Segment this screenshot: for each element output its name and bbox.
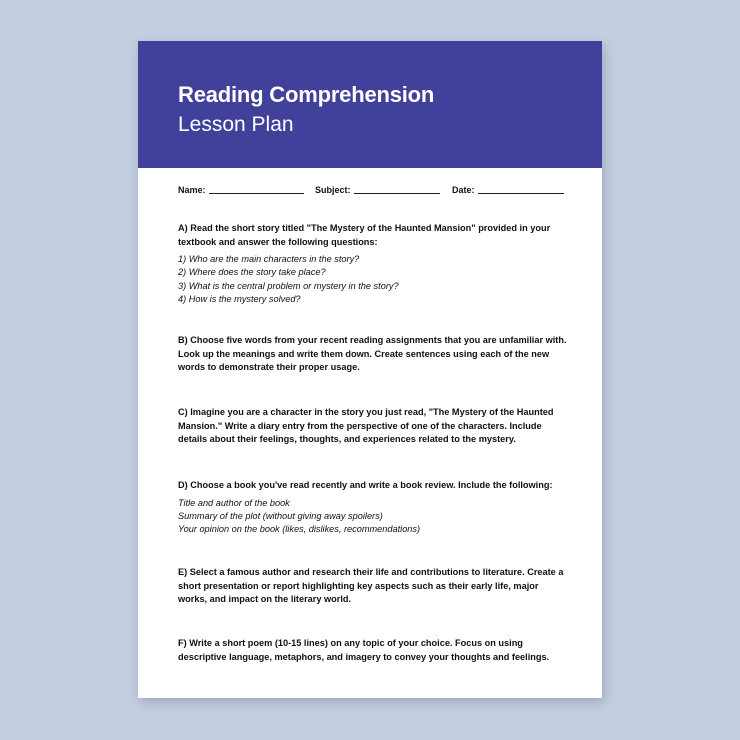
header-banner	[138, 41, 602, 168]
section-e	[178, 566, 568, 607]
section-f-question: F) Write a short poem (10-15 lines) on any topic of your choice. Focus on using descriptive language, metaphors, and imagery to convey your thoughts and feelings.	[178, 638, 550, 662]
list-item: 1) Who are the main characters in the story?	[178, 254, 360, 265]
section-e-question: E) Select a famous author and research their life and contributions to literature. Create a short presentation or report highlighting key aspects such as their early life, major works, and impact on the literary world.	[178, 567, 564, 605]
list-item: 2) Where does the story take place?	[178, 267, 326, 278]
page-title: Reading Comprehension	[178, 82, 435, 107]
section-d-question: D) Choose a book you've read recently and write a book review. Include the following:	[178, 480, 553, 490]
section-a-question: A) Read the short story titled "The Mystery of the Haunted Mansion" provided in your textbook and answer the following questions:	[178, 223, 551, 247]
name-label: Name:	[178, 185, 206, 195]
section-c-question: C) Imagine you are a character in the story you just read, "The Mystery of the Haunted Mansion." Write a diary entry from the perspective of one of the characters. Include details about their feelings, thoughts, and experiences related to the mystery.	[178, 407, 554, 445]
date-field[interactable]	[452, 184, 564, 195]
name-field[interactable]	[178, 184, 304, 195]
section-b	[178, 334, 568, 375]
subject-line[interactable]	[354, 184, 440, 194]
section-b-question: B) Choose five words from your recent reading assignments that you are unfamiliar with. Look up the meanings and write them down. Create sentences using each of the new words to demonstrate their proper usage.	[178, 335, 567, 373]
name-line[interactable]	[209, 184, 304, 194]
section-c	[178, 406, 568, 447]
section-d-list	[178, 497, 568, 537]
list-item: Your opinion on the book (likes, dislikes, recommendations)	[178, 524, 421, 535]
list-item: Summary of the plot (without giving away spoilers)	[178, 510, 383, 521]
date-line[interactable]	[478, 184, 564, 194]
section-a-list	[178, 253, 568, 306]
subject-label: Subject:	[315, 185, 351, 195]
date-label: Date:	[452, 185, 475, 195]
subject-field[interactable]	[315, 184, 440, 195]
section-a	[178, 222, 568, 306]
list-item: 4) How is the mystery solved?	[178, 294, 301, 305]
info-fields	[178, 184, 568, 198]
section-f	[178, 637, 568, 664]
list-item: 3) What is the central problem or mystery in the story?	[178, 280, 399, 291]
section-d	[178, 479, 568, 536]
worksheet-page	[138, 41, 602, 698]
list-item: Title and author of the book	[178, 497, 290, 508]
page-subtitle: Lesson Plan	[178, 113, 294, 136]
